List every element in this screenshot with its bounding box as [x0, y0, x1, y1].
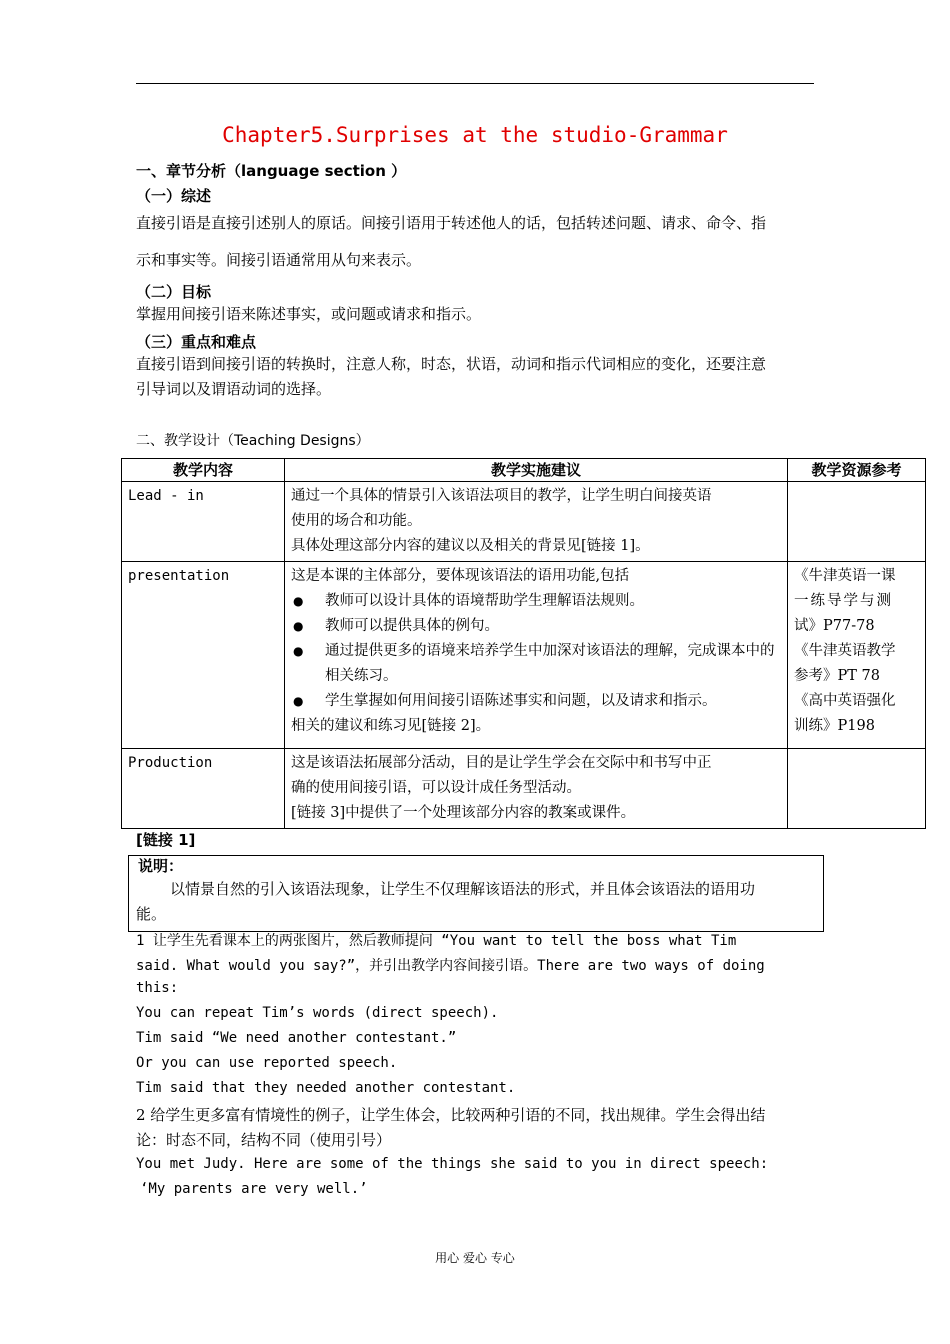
content-line: Tim said “We need another contestant.”: [136, 1030, 457, 1046]
teaching-design-table: [121, 458, 926, 829]
document-title: Chapter5.Surprises at the studio-Grammar: [222, 123, 728, 147]
sub3-line2: 引导词以及谓语动词的选择。: [136, 380, 332, 398]
content-line: You met Judy. Here are some of the things she said to you in direct speech:: [136, 1156, 769, 1172]
page-footer: 用心 爱心 专心: [435, 1251, 515, 1265]
list-item: ● 教师可以提供具体的例句。: [291, 614, 781, 639]
content-line: Or you can use reported speech.: [136, 1055, 398, 1071]
table-row: [122, 749, 926, 829]
table-header-row: [122, 459, 926, 482]
sub1-line1: 直接引语是直接引述别人的原话。间接引语用于转述他人的话，包括转述问题、请求、命令、指: [136, 214, 767, 232]
header-content: 教学内容: [122, 459, 285, 482]
content-line: said. What would you say?”，并引出教学内容间接引语。There are two ways of doing: [136, 958, 765, 974]
link1-label: [链接 1]: [136, 831, 196, 849]
resource-line: 试》P77-78: [794, 618, 875, 634]
sub1-line2: 示和事实等。间接引语通常用从句来表示。: [136, 251, 422, 269]
row2-content: presentation: [122, 562, 285, 749]
sub2-heading: （二）目标: [136, 283, 212, 301]
row3-resources: [788, 749, 926, 829]
content-line: Tim said that they needed another contestant.: [136, 1080, 516, 1096]
bullet-list: [291, 589, 781, 714]
note-line1: 以情景自然的引入该语法现象，让学生不仅理解该语法的形式，并且体会该语法的语用功: [170, 880, 756, 898]
row3-line: [链接 3]中提供了一个处理该部分内容的教案或课件。: [291, 805, 636, 821]
row3-content: Production: [122, 749, 285, 829]
row2-resources: [788, 562, 926, 749]
row1-content: Lead - in: [122, 482, 285, 562]
note-line2: 能。: [136, 905, 167, 923]
row1-line: 具体处理这部分内容的建议以及相关的背景见[链接 1]。: [291, 538, 650, 554]
list-item: ● 教师可以设计具体的语境帮助学生理解语法规则。: [291, 589, 781, 614]
row2-outro: 相关的建议和练习见[链接 2]。: [291, 718, 491, 734]
row3-suggestions: [285, 749, 788, 829]
sub2-line1: 掌握用间接引语来陈述事实，或问题或请求和指示。: [136, 305, 482, 323]
content-line: 2 给学生更多富有情境性的例子，让学生体会，比较两种引语的不同，找出规律。学生会得出结: [136, 1106, 766, 1124]
header-rule: [136, 83, 814, 84]
resource-line: 一练导学与测: [794, 593, 893, 609]
section1-heading: 一、章节分析（language section ）: [136, 162, 407, 180]
table-row: [122, 562, 926, 749]
row3-line: 确的使用间接引语，可以设计成任务型活动。: [291, 780, 581, 796]
row1-line: 使用的场合和功能。: [291, 513, 422, 529]
row3-line: 这是该语法拓展部分活动，目的是让学生学会在交际中和书写中正: [291, 755, 712, 771]
resource-line: 训练》P198: [794, 718, 875, 734]
list-item: ● 学生掌握如何用间接引语陈述事实和问题，以及请求和指示。: [291, 689, 781, 714]
row1-suggestions: [285, 482, 788, 562]
content-line: 论：时态不同，结构不同（使用引号）: [136, 1131, 392, 1149]
resource-line: 参考》PT 78: [794, 668, 880, 684]
resource-line: 《高中英语强化: [794, 693, 896, 709]
sub1-heading: （一）综述: [136, 187, 212, 205]
content-line: You can repeat Tim’s words (direct speech).: [136, 1005, 499, 1021]
content-line: 1 让学生先看课本上的两张图片，然后教师提问 “You want to tell the boss what Tim: [136, 933, 737, 949]
content-line: ‘My parents are very well.’: [140, 1181, 368, 1197]
content-line: this:: [136, 980, 179, 996]
resource-line: 《牛津英语一课: [794, 568, 896, 584]
row2-intro: 这是本课的主体部分，要体现该语法的语用功能,包括: [291, 568, 630, 584]
note-title: 说明：: [138, 857, 184, 875]
header-resources: 教学资源参考: [788, 459, 926, 482]
row1-line: 通过一个具体的情景引入该语法项目的教学，让学生明白间接英语: [291, 488, 712, 504]
list-item: ● 通过提供更多的语境来培养学生中加深对该语法的理解，完成课本中的相关练习。: [291, 639, 781, 689]
row2-suggestions: [285, 562, 788, 749]
section2-heading: 二、教学设计（Teaching Designs）: [136, 433, 370, 449]
sub3-heading: （三）重点和难点: [136, 333, 257, 351]
header-suggestions: 教学实施建议: [285, 459, 788, 482]
row1-resources: [788, 482, 926, 562]
sub3-line1: 直接引语到间接引语的转换时，注意人称，时态，状语，动词和指示代词相应的变化，还要注意: [136, 355, 767, 373]
table-row: [122, 482, 926, 562]
resource-line: 《牛津英语教学: [794, 643, 896, 659]
